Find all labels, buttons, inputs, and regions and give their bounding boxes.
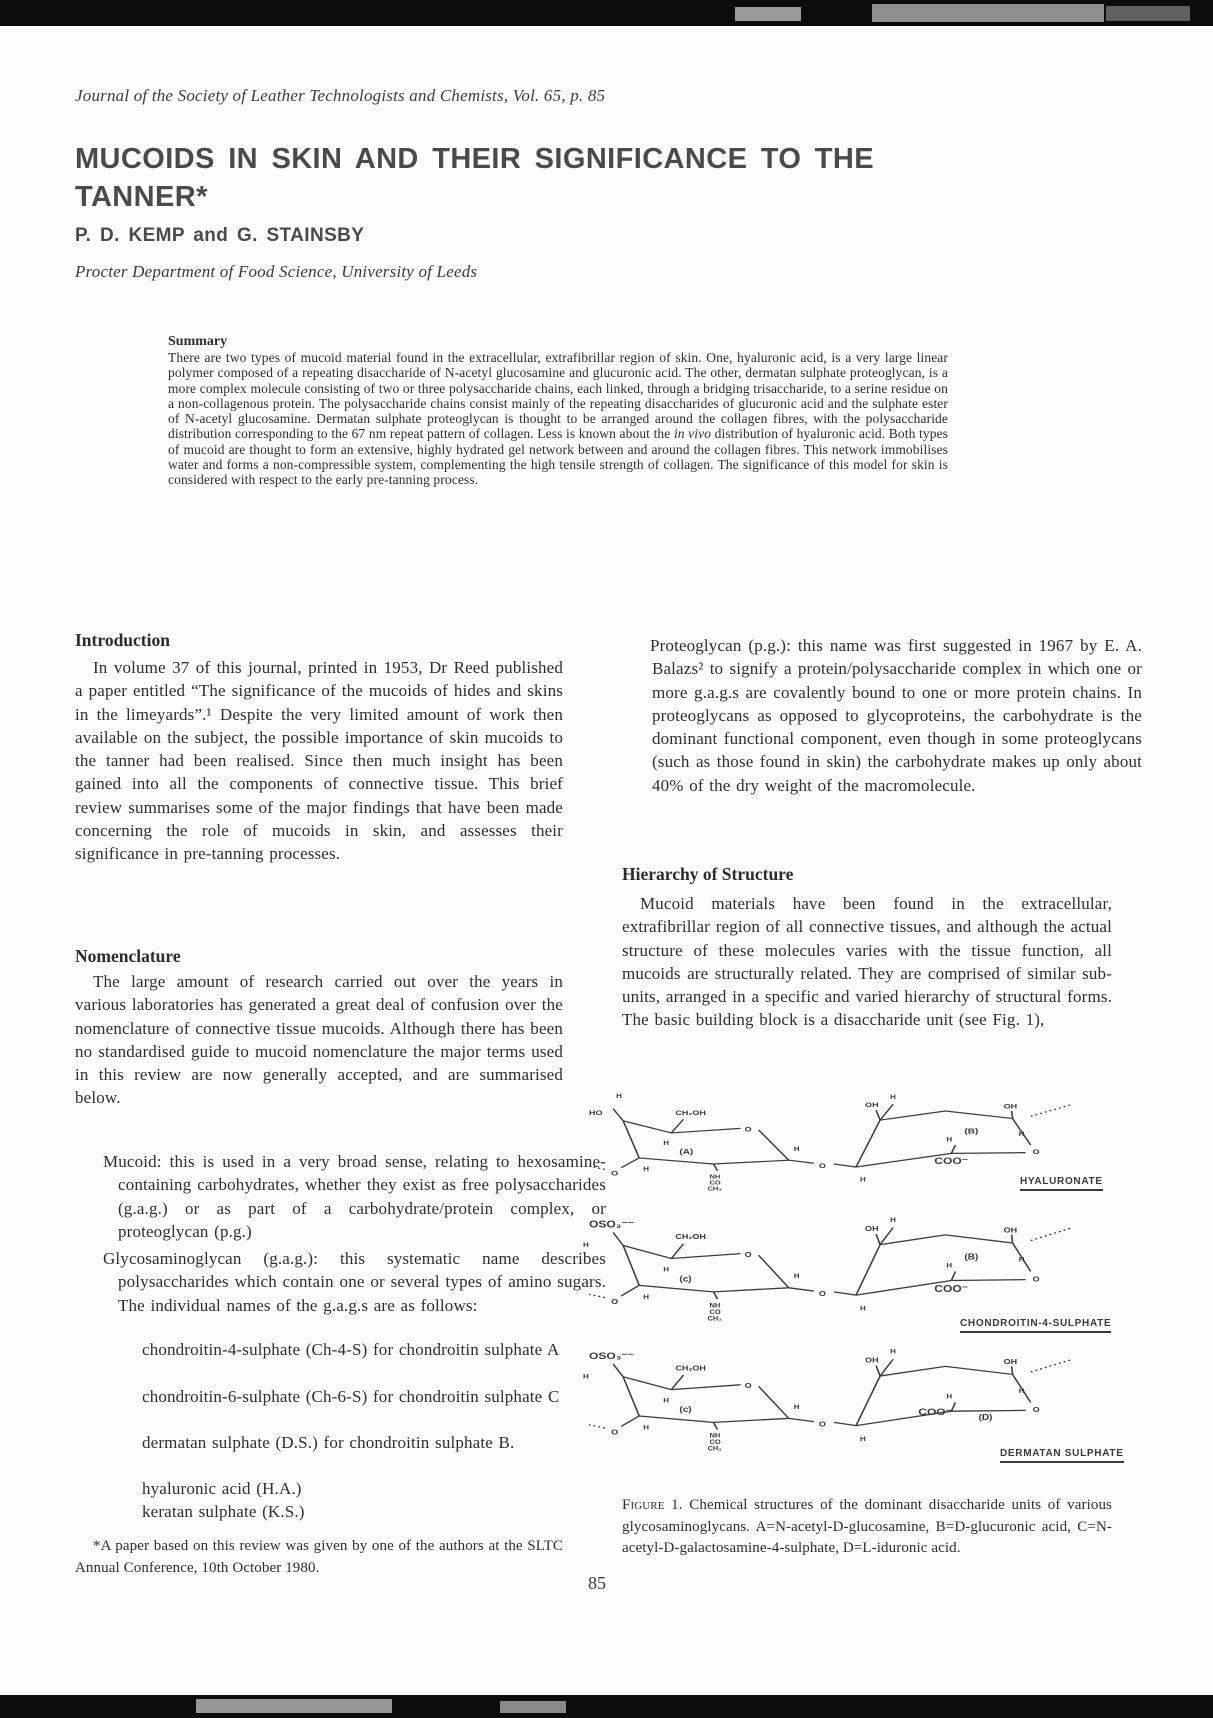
svg-text:H: H [860,1434,866,1443]
dermatan-structure-drawing [583,1340,1115,1452]
page-title-line1: MUCOIDS IN SKIN AND THEIR SIGNIFICANCE TO THE [75,143,874,175]
summary-heading: Summary [168,334,228,349]
gag-list-item: chondroitin-4-sulphate (Ch-4-S) for chondroitin sulphate A [142,1340,560,1359]
svg-text:CO: CO [709,1439,721,1446]
gag-list-item: hyaluronic acid (H.A.) [142,1479,302,1498]
svg-text:H: H [946,1136,953,1143]
definition-mucoid: Mucoid: this is used in a very broad sense, relating to hexosamine-containing carbohydrates, whether they exist as free polysaccharides (g.a.g.) or as part of a carbohydrate/protein complex, or proteoglycan (p.g.) [103,1152,606,1241]
svg-text:COO⁻: COO⁻ [934,1283,969,1295]
svg-text:NH: NH [709,1302,721,1310]
svg-text:COO⁻: COO⁻ [918,1407,953,1418]
svg-text:O: O [744,1125,752,1134]
svg-text:NH: NH [709,1433,721,1440]
scan-artifact-top-bar [0,0,1213,26]
svg-text:(B): (B) [964,1252,979,1262]
hierarchy-paragraph: Mucoid materials have been found in the extracellular, extrafibrillar region of all connective tissues, and although the actual structure of these molecules varies with the tissue function, all mucoids are structurally related. They are comprised of similar sub-units, arranged in a specific and varied hierarchy of structural forms. The basic building block is a disaccharide unit (see Fig. 1), [622,894,1112,1030]
svg-text:OSO₃⁻⁻: OSO₃⁻⁻ [589,1219,635,1231]
svg-text:H: H [663,1396,670,1405]
summary-text [168,350,948,488]
svg-text:H: H [583,1372,589,1381]
svg-text:OH: OH [865,1224,879,1233]
svg-text:OH: OH [1003,1357,1018,1366]
svg-text:H: H [890,1347,896,1356]
structure-label-dermatan: DERMATAN SULPHATE [1000,1448,1124,1463]
hierarchy-heading: Hierarchy of Structure [622,864,794,884]
page-title-line2: TANNER* [75,181,208,213]
figure-caption-lead: Figure 1. [622,1497,683,1513]
definition-proteoglycan: Proteoglycan (p.g.): this name was first suggested in 1967 by E. A. Balazs² to signify a protein/polysaccharide complex in which one or more g.a.g.s are covalently bound to one or more protein chains. In proteoglycans as opposed to glycoproteins, the carbohydrate is the dominant functional component, even though in some proteoglycans (such as those found in skin) the carbohydrate makes up only about 40% of the dry weight of the macromolecule. [650,636,1142,795]
svg-text:CH₃: CH₃ [707,1445,722,1452]
svg-text:O: O [744,1250,752,1259]
figure-caption [622,1495,1112,1560]
svg-text:O: O [818,1289,826,1298]
scan-artifact-patch [196,1699,392,1713]
svg-text:H: H [860,1176,866,1184]
svg-text:COO⁻: COO⁻ [934,1156,969,1167]
svg-text:H: H [1018,1386,1025,1395]
svg-text:OH: OH [865,1356,879,1365]
svg-text:NH: NH [709,1174,721,1181]
definition-glycosaminoglycan: Glycosaminoglycan (g.a.g.): this systematic name describes polysaccharides which contain one or several types of amino sugars. The individual names of the g.a.g.s are as follows: [103,1249,606,1315]
summary-text-part1: There are two types of mucoid material found in the extracellular, extrafibrillar region of skin. One, hyaluronic acid, is a very large linear polymer composed of a repeating disaccharide of N-acetyl glucosamine and glucuronic acid. The other, dermatan sulphate proteoglycan, is a more complex molecule consisting of two or three polysaccharide chains, each linked, through a bridging trisaccharide, to a serine residue on a non-collagenous protein. The polysaccharide chains consist mainly of the repeating disaccharides of glucuronic acid and the sulphate ester of N-acetyl glucosamine. Dermatan sulphate proteoglycan is thought to be arranged around the collagen fibres, with the polysaccharide distribution corresponding to the 67 nm repeat pattern of collagen. Less is known about the [168,350,948,442]
svg-text:HO: HO [589,1108,603,1117]
gag-list-item: chondroitin-6-sulphate (Ch-6-S) for chondroitin sulphate C [142,1387,560,1406]
svg-text:CH₃: CH₃ [707,1186,722,1192]
svg-text:O: O [744,1381,752,1390]
scan-artifact-patch [1106,6,1190,21]
svg-text:H: H [643,1165,650,1173]
svg-text:OSO₃⁻⁻: OSO₃⁻⁻ [589,1351,635,1362]
nomenclature-paragraph: The large amount of research carried out over the years in various laboratories has generated a great deal of confusion over the nomenclature of connective tissue mucoids. Although there has been no standardised guide to mucoid nomenclature the major terms used in this review are now generally accepted, and are summarised below. [75,972,563,1108]
structure-label-chondroitin: CHONDROITIN-4-SULPHATE [960,1318,1111,1333]
figure-caption-text: Chemical structures of the dominant disaccharide units of various glycosaminoglycans. A=N-acetyl-D-glucosamine, B=D-glucuronic acid, C=N-acetyl-D-galactosamine-4-sulphate, D=L-iduronic acid. [622,1497,1112,1556]
svg-text:(c): (c) [679,1404,692,1414]
svg-text:H: H [793,1146,800,1153]
svg-text:H: H [1018,1255,1025,1264]
gag-list-item: keratan sulphate (K.S.) [142,1502,305,1521]
footnote: *A paper based on this review was given by one of the authors at the SLTC Annual Conference, 10th October 1980. [75,1538,563,1576]
svg-text:H: H [946,1392,953,1401]
svg-text:(B): (B) [964,1126,979,1136]
structure-label-hyaluronate: HYALURONATE [1020,1176,1103,1191]
svg-text:H: H [663,1265,670,1274]
nomenclature-heading: Nomenclature [75,946,181,966]
affiliation: Procter Department of Food Science, University of Leeds [75,262,478,281]
svg-text:OH: OH [865,1101,879,1109]
summary-text-part2: distribution of hyaluronic acid. Both types of mucoid are thought to form an extensive, highly hydrated gel network between and around the collagen fibres. This network immobilises water and forms a non-compressible system, complementing the high tensile strength of collagen. The significance of this model for skin is considered with respect to the early pre-tanning process. [168,426,949,488]
svg-text:H: H [946,1261,953,1270]
scan-artifact-patch [500,1701,566,1713]
svg-text:OH: OH [1003,1102,1018,1111]
gag-list-item: dermatan sulphate (D.S.) for chondroitin sulphate B. [142,1433,515,1452]
svg-text:H: H [890,1093,896,1101]
svg-text:H: H [860,1304,866,1313]
svg-text:CO: CO [709,1309,721,1316]
svg-text:O: O [611,1428,619,1437]
svg-text:O: O [1032,1405,1040,1414]
svg-text:CH₂OH: CH₂OH [675,1364,706,1373]
structure-chondroitin-diagram [583,1208,1115,1324]
svg-text:H: H [583,1240,589,1249]
svg-text:H: H [1018,1130,1025,1138]
authors: P. D. KEMP and G. STAINSBY [75,225,365,246]
summary-invivo: in vivo [673,426,712,442]
journal-header: Journal of the Society of Leather Technologists and Chemists, Vol. 65, p. 85 [75,86,606,105]
scan-artifact-bottom-bar [0,1695,1213,1718]
svg-text:(D): (D) [978,1412,993,1422]
svg-text:H: H [643,1292,650,1301]
svg-text:(A): (A) [679,1147,694,1156]
svg-text:H: H [890,1215,896,1224]
svg-text:O: O [611,1169,619,1178]
svg-text:CH₃: CH₃ [707,1315,722,1322]
introduction-paragraph: In volume 37 of this journal, printed in 1953, Dr Reed published a paper entitled “The significance of the mucoids of hides and skins in the limeyards”.¹ Despite the very limited amount of work then available on the subject, the possible importance of skin mucoids to the tanner had been realised. Since then much insight has been gained into all the components of connective tissue. This brief review summarises some of the major findings that have been made concerning the role of mucoids in skin, and assesses their significance in pre-tanning processes. [75,658,563,864]
svg-text:(c): (c) [679,1274,692,1284]
page-title [75,140,935,216]
chondroitin-structure-drawing [583,1208,1115,1322]
svg-text:O: O [611,1297,619,1306]
svg-text:CH₂OH: CH₂OH [675,1232,706,1241]
svg-text:O: O [1032,1275,1040,1284]
introduction-heading: Introduction [75,630,170,650]
svg-text:H: H [793,1271,800,1280]
scan-artifact-patch [872,4,1104,22]
svg-text:O: O [818,1420,826,1429]
svg-text:CH₂OH: CH₂OH [675,1108,706,1117]
svg-text:O: O [1032,1148,1040,1156]
svg-text:H: H [663,1139,670,1147]
svg-text:H: H [616,1093,622,1100]
page-number: 85 [588,1573,606,1593]
scan-artifact-patch [735,7,801,21]
svg-text:H: H [643,1423,650,1432]
svg-text:O: O [818,1161,826,1170]
svg-text:CO: CO [709,1180,721,1187]
svg-text:H: H [793,1402,800,1411]
structure-dermatan-diagram [583,1340,1115,1456]
svg-text:OH: OH [1003,1226,1018,1235]
